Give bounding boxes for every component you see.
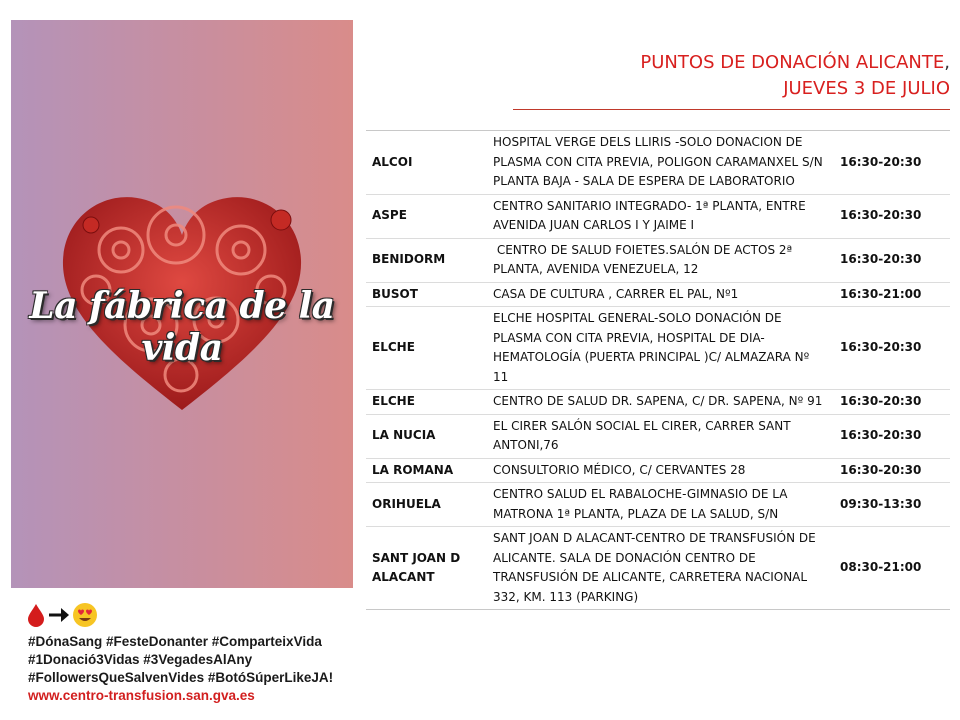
table-row xyxy=(366,282,950,307)
poster-title: La fábrica de la vida xyxy=(29,285,335,369)
address-cell: CENTRO DE SALUD DR. SAPENA, C/ DR. SAPENA, Nº 91 xyxy=(487,390,834,415)
title-line-2: JUEVES 3 DE JULIO xyxy=(783,78,950,99)
hours-cell: 16:30-20:30 xyxy=(834,307,950,390)
emoji-row xyxy=(26,602,98,628)
address-cell: HOSPITAL VERGE DELS LLIRIS -SOLO DONACION DE PLASMA CON CITA PREVIA, POLIGON CARAMANXEL S/N PLANTA BAJA - SALA DE ESPERA DE LABORATORIO xyxy=(487,131,834,195)
hours-cell: 16:30-20:30 xyxy=(834,390,950,415)
table-row xyxy=(366,131,950,195)
table-row xyxy=(366,307,950,390)
city-cell: ASPE xyxy=(366,194,487,238)
page-title xyxy=(640,50,950,102)
address-cell: CENTRO DE SALUD FOIETES.SALÓN DE ACTOS 2ª PLANTA, AVENIDA VENEZUELA, 12 xyxy=(487,238,834,282)
address-cell: ELCHE HOSPITAL GENERAL-SOLO DONACIÓN DE PLASMA CON CITA PREVIA, HOSPITAL DE DIA-HEMATOLOGÍA (PUERTA PRINCIPAL )C/ ALMAZARA Nº 11 xyxy=(487,307,834,390)
hashtag-line: #1Donació3Vidas #3VegadesAlAny xyxy=(28,652,253,667)
table-row xyxy=(366,483,950,527)
campaign-poster xyxy=(11,20,353,588)
city-cell: LA NUCIA xyxy=(366,414,487,458)
title-comma: , xyxy=(944,52,950,73)
hours-cell: 09:30-13:30 xyxy=(834,483,950,527)
title-divider xyxy=(513,109,950,110)
address-cell: EL CIRER SALÓN SOCIAL EL CIRER, CARRER SANT ANTONI,76 xyxy=(487,414,834,458)
city-cell: BUSOT xyxy=(366,282,487,307)
heart-eyes-emoji-icon xyxy=(72,602,98,628)
table-row xyxy=(366,194,950,238)
city-cell: ORIHUELA xyxy=(366,483,487,527)
city-cell: ELCHE xyxy=(366,307,487,390)
table-row xyxy=(366,238,950,282)
hashtag-line: #DónaSang #FesteDonanter #ComparteixVida xyxy=(28,634,322,649)
city-cell: LA ROMANA xyxy=(366,458,487,483)
city-cell: BENIDORM xyxy=(366,238,487,282)
arrow-right-icon xyxy=(48,605,70,625)
hours-cell: 16:30-20:30 xyxy=(834,131,950,195)
hours-cell: 16:30-20:30 xyxy=(834,414,950,458)
city-cell: ELCHE xyxy=(366,390,487,415)
title-line-1: PUNTOS DE DONACIÓN ALICANTE xyxy=(640,52,945,73)
address-cell: CONSULTORIO MÉDICO, C/ CERVANTES 28 xyxy=(487,458,834,483)
hours-cell: 16:30-20:30 xyxy=(834,238,950,282)
table-row xyxy=(366,527,950,610)
hours-cell: 16:30-20:30 xyxy=(834,458,950,483)
website-link[interactable]: www.centro-transfusion.san.gva.es xyxy=(28,688,255,703)
table-row xyxy=(366,390,950,415)
hours-cell: 16:30-21:00 xyxy=(834,282,950,307)
city-cell: SANT JOAN D ALACANT xyxy=(366,527,487,610)
table-row xyxy=(366,458,950,483)
hours-cell: 08:30-21:00 xyxy=(834,527,950,610)
hashtag-line: #FollowersQueSalvenVides #BotóSúperLikeJA! xyxy=(28,670,334,685)
address-cell: CENTRO SALUD EL RABALOCHE-GIMNASIO DE LA MATRONA 1ª PLANTA, PLAZA DE LA SALUD, S/N xyxy=(487,483,834,527)
address-cell: CENTRO SANITARIO INTEGRADO- 1ª PLANTA, ENTRE AVENIDA JUAN CARLOS I Y JAIME I xyxy=(487,194,834,238)
city-cell: ALCOI xyxy=(366,131,487,195)
hours-cell: 16:30-20:30 xyxy=(834,194,950,238)
address-cell: CASA DE CULTURA , CARRER EL PAL, Nº1 xyxy=(487,282,834,307)
blood-drop-icon xyxy=(26,603,46,627)
address-cell: SANT JOAN D ALACANT-CENTRO DE TRANSFUSIÓN DE ALICANTE. SALA DE DONACIÓN CENTRO DE TRANSFUSIÓN DE ALICANTE, CARRETERA NACIONAL 332, KM. 113 (PARKING) xyxy=(487,527,834,610)
hashtags-block xyxy=(28,633,333,705)
table-row xyxy=(366,414,950,458)
donation-points-table xyxy=(366,130,950,610)
